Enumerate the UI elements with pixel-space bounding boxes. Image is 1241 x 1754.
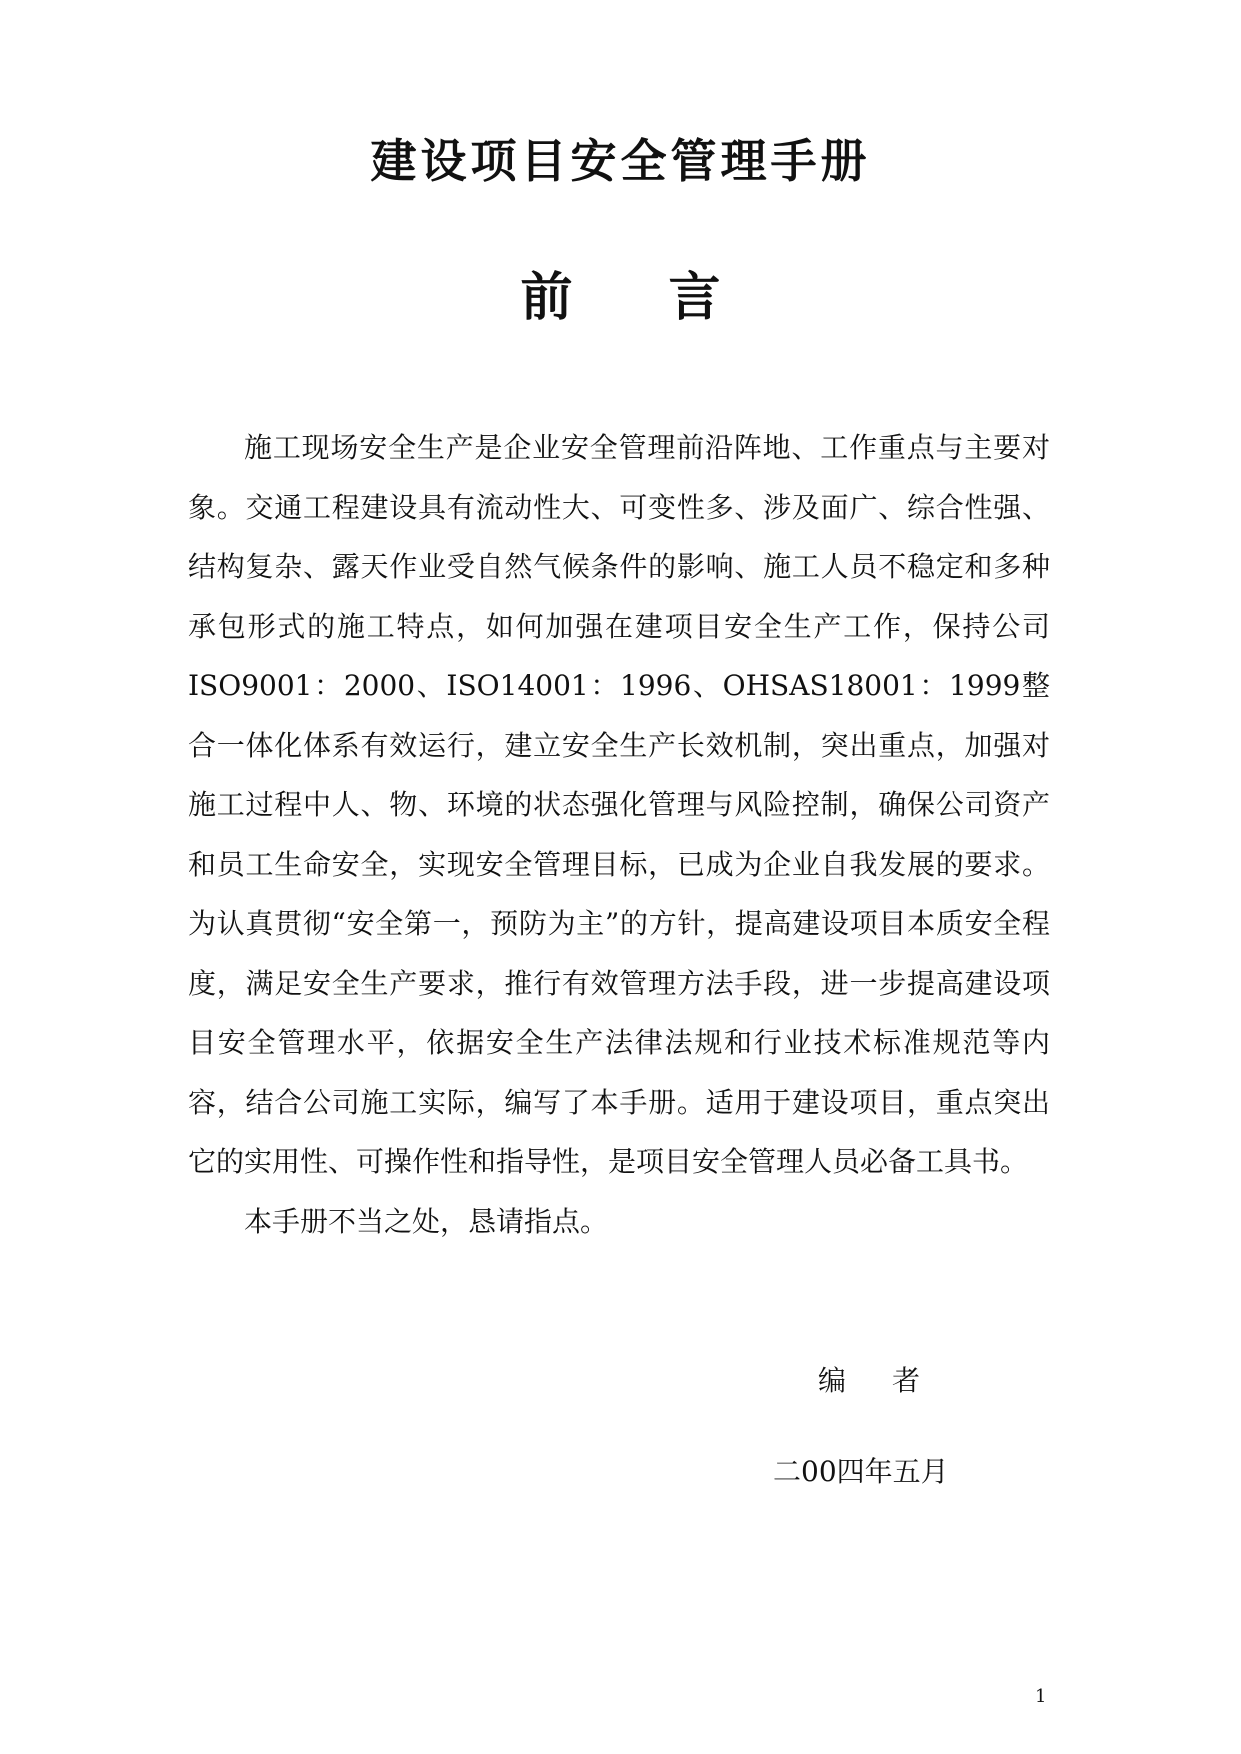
preface-paragraph-2: 本手册不当之处，恳请指点。 (244, 1204, 609, 1238)
section-title-part2: 言 (668, 268, 721, 328)
page-number: 1 (1035, 1686, 1047, 1707)
section-title (0, 268, 1241, 328)
signature-author: 编者 (818, 1364, 967, 1397)
section-title-part1: 前 (520, 268, 573, 328)
document-title: 建设项目安全管理手册 (370, 134, 871, 188)
preface-body (188, 418, 1050, 1251)
preface-paragraph-1: 施工现场安全生产是企业安全管理前沿阵地、工作重点与主要对象。交通工程建设具有流动性大、可变性多、涉及面广、综合性强、结构复杂、露天作业受自然气候条件的影响、施工人员不稳定和多种承包形式的施工特点，如何加强在建项目安全生产工作，保持公司ISO9001：2000、ISO14001：1996、OHSAS18001：1999整合一体化体系有效运行，建立安全生产长效机制，突出重点，加强对施工过程中人、物、环境的状态强化管理与风险控制，确保公司资产和员工生命安全，实现安全管理目标，已成为企业自我发展的要求。为认真贯彻“安全第一，预防为主”的方针，提高建设项目本质安全程度，满足安全生产要求，推行有效管理方法手段，进一步提高建设项目安全管理水平，依据安全生产法律法规和行业技术标准规范等内容，结合公司施工实际，编写了本手册。适用于建设项目，重点突出它的实用性、可操作性和指导性，是项目安全管理人员必备工具书。 (188, 431, 1050, 1178)
signature-date: 二00四年五月 (773, 1455, 949, 1488)
